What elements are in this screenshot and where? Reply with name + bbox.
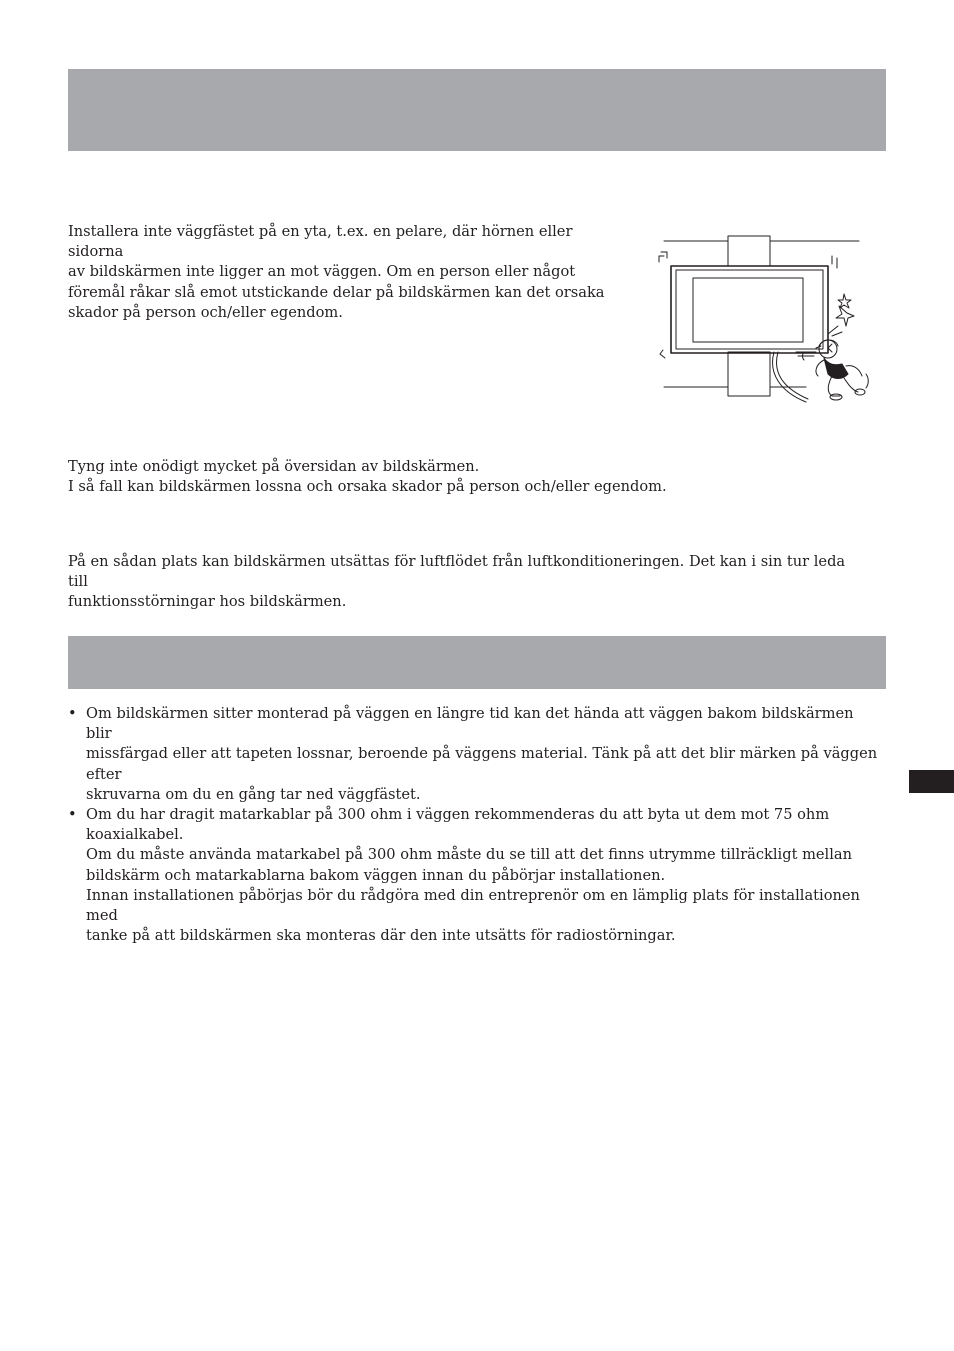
pillar-warning-line: Installera inte väggfästet på en yta, t.ex. en pelare, där hörnen eller sidorna bbox=[68, 223, 573, 261]
wall-mount-hazard-illustration bbox=[656, 234, 872, 406]
language-tab-marker bbox=[909, 770, 954, 793]
note-line: tanke på att bildskärmen ska monteras där den inte utsätts för radiostörningar. bbox=[86, 927, 676, 945]
note-line: skruvarna om du en gång tar ned väggfästet. bbox=[86, 785, 421, 803]
section-header-band-top bbox=[68, 69, 886, 151]
note-line: Innan installationen påbörjas bör du rådgöra med din entreprenör om en lämplig plats för installationen med bbox=[86, 886, 860, 925]
note-line: bildskärm och matarkablarna bakom väggen innan du påbörjar installationen. bbox=[86, 866, 666, 884]
weight-warning-line: I så fall kan bildskärmen lossna och orsaka skador på person och/eller egendom. bbox=[68, 478, 667, 496]
pillar-warning-line: skador på person och/eller egendom. bbox=[68, 303, 343, 321]
air-warning-line: funktionsstörningar hos bildskärmen. bbox=[68, 593, 347, 611]
note-line: Om du har dragit matarkablar på 300 ohm i väggen rekommenderas du att byta ut dem mot 75 ohm bbox=[86, 806, 830, 824]
pillar-warning-text bbox=[68, 222, 608, 323]
section-header-band-notes bbox=[68, 636, 886, 689]
bullet-icon: • bbox=[68, 806, 77, 824]
note-line: Om bildskärmen sitter monterad på väggen en längre tid kan det hända att väggen bakom bildskärmen blir bbox=[86, 705, 854, 743]
pillar-warning-line: av bildskärmen inte ligger an mot väggen. Om en person eller något bbox=[68, 263, 576, 281]
note-line: koaxialkabel. bbox=[86, 826, 184, 844]
notes-list bbox=[68, 704, 878, 946]
list-item bbox=[68, 704, 878, 805]
pillar-warning-line: föremål råkar slå emot utstickande delar på bildskärmen kan det orsaka bbox=[68, 283, 605, 301]
air-warning-line: På en sådan plats kan bildskärmen utsättas för luftflödet från luftkonditioneringen. Det kan i sin tur leda till bbox=[68, 553, 846, 591]
bullet-icon: • bbox=[68, 705, 77, 722]
list-item bbox=[68, 805, 878, 946]
air-conditioner-warning-text bbox=[68, 552, 868, 613]
weight-warning-text bbox=[68, 457, 868, 497]
note-line: Om du måste använda matarkabel på 300 ohm måste du se till att det finns utrymme tillräckligt mellan bbox=[86, 846, 852, 864]
note-line: missfärgad eller att tapeten lossnar, beroende på väggens material. Tänk på att det blir märken på väggen efter bbox=[86, 745, 878, 783]
weight-warning-line: Tyng inte onödigt mycket på översidan av bildskärmen. bbox=[68, 458, 480, 475]
